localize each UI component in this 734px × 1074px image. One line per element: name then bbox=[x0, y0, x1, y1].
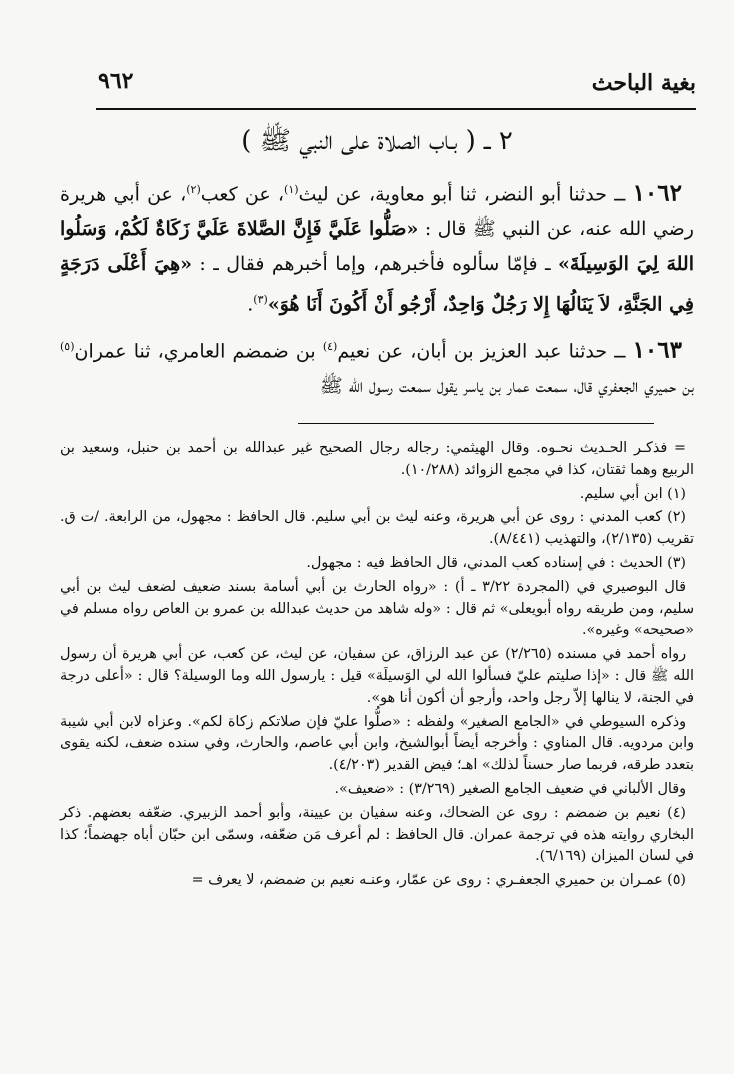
hadith-1062 bbox=[60, 172, 694, 323]
footnote-3-ahmad: رواه أحمد في مسنده (٢/٢٦٥) عن عبد الرزاق، عن سفيان، عن ليث، عن كعب، عن أبي هريرة أن رسول الله ﷺ قال : «إذا صليتم عليّ فسألوا الله لي الوَسيلَة» قيل : يارسول الله وما الوسيلة؟ قال : «أعلى درجة في الجنة، لا ينالها إلاّ رجل واحد، وأرجو أن أكون أنا هو». bbox=[60, 646, 694, 706]
footnote-3-busiri: قال البوصيري في (المجردة ٣/٢٢ ـ أ) : «رواه الحارث بن أبي أسامة بسند ضعيف لضعف ليث بن أبي سليم، ومن طريقه رواه أبويعلى» ثم قال : «وله شاهد من حديث عبدالله بن عمرو بن العاص رواه مسلم في «صحيحه» وغيره». bbox=[60, 578, 694, 639]
footnote-rule bbox=[298, 423, 654, 424]
hadith-quote: «صَلُّوا عَلَيَّ فَإِنَّ الصَّلاةَ عَلَيَّ زَكَاةٌ لَكُمْ، وَسَلُوا اللهَ لِيَ الوَسِيلَةَ» bbox=[60, 218, 694, 276]
footnote-1: (١) ابن أبي سليم. bbox=[579, 485, 686, 502]
isnad-text: ــ حدثنا أبو النضر، ثنا أبو معاوية، عن ليث bbox=[298, 183, 633, 206]
footnote-5: (٥) عمـران بن حميري الجعفـري : روى عن عمّار، وعنـه نعيم بن ضمضم، لا يعرف = bbox=[191, 872, 686, 889]
period: . bbox=[247, 293, 254, 316]
isnad-text: ــ حدثنا عبد العزيز بن أبان، عن نعيم bbox=[337, 339, 633, 362]
hadith-number: ١٠٦٢ bbox=[632, 179, 682, 207]
footnote-3: (٣) الحديث : في إسناده كعب المدني، قال الحافظ فيه : مجهول. bbox=[306, 554, 686, 571]
footnote-3-suyuti: وذكره السيوطي في «الجامع الصغير» ولفظه : «صلُّوا عليّ فإن صلاتكم زكاة لكم». وعزاه لابن أبي شيبة وابن مردويه. قال المناوي : وأخرجه أيضاً أبوالشيخ، وابن أبي عاصم، والحارث، وفي سنده ضعف، لكنه يقوى بتعدد طرقه، فربما صار حسناً لذلك» اهـ؛ فيض القدير (٤/٢٠٣). bbox=[60, 713, 694, 774]
narration-text: ـ فإمّا سألوه فأخبرهم، وإما أخبرهم فقال ـ : bbox=[192, 253, 558, 276]
footnote-marker: (٢) bbox=[186, 183, 201, 196]
main-text bbox=[60, 172, 694, 410]
footnotes bbox=[60, 438, 694, 894]
page-number: ٩٦٢ bbox=[98, 68, 134, 94]
footnote-continuation: = فذكـر الحـديث نحـوه. وقال الهيثمي: رجاله رجال الصحيح غير عبدالله بن أحمد بن حنبل، وسعيد بن الربيع وهما ثقتان، كذا في مجمع الزوائد (١٠/٢٨٨). bbox=[60, 440, 694, 478]
footnote-marker: (٤) bbox=[322, 339, 338, 353]
footnote-2: (٢) كعب المدني : روى عن أبي هريرة، وعنه ليث بن أبي سليم. قال الحافظ : مجهول، من الرابعة. /ت ق. تقريب (٢/١٣٥)، والتهذيب (٨/٤٤١). bbox=[60, 509, 694, 548]
hadith-quote: «هِيَ أَعْلَى دَرَجَةٍ فِي الجَنَّةِ، لاَ يَنَالُهَا إِلا رَجُلٌ وَاحِدٌ، أَرْجُو أَنْ أَكُونَ أَنَا هُوَ» bbox=[60, 253, 694, 316]
isnad-text: ، عن أبي هريرة رضي الله عنه، عن النبي ﷺ قال : bbox=[60, 183, 694, 241]
isnad-text: بن حميري الجعفري قال، سمعت عمار بن ياسر يقول سمعت رسول الله ﷺ bbox=[319, 374, 694, 397]
hadith-number: ١٠٦٣ bbox=[632, 335, 682, 363]
chapter-heading: ٢ ــ ( بـاب الصلاة على النبي ﷺ ) bbox=[241, 126, 513, 156]
header-rule bbox=[96, 108, 696, 110]
running-header-title: بغية الباحث bbox=[591, 70, 696, 96]
footnote-4: (٤) نعيم بن ضمضم : روى عن الضحاك، وعنه سفيان بن عيينة، وأبو أحمد الزبيري. ضعّفه بعضهم. ذكر البخاري روايته هذه في ترجمة عمران. قال الحافظ : لم أعرف مَن ضعّفه، وسمّى ابن حبّان أباه جهضماً؛ كذا في لسان الميزان (٦/١٦٩). bbox=[60, 804, 694, 865]
footnote-marker: (١) bbox=[284, 183, 299, 196]
isnad-text: ، عن كعب bbox=[200, 183, 285, 206]
footnote-3-albani: وقال الألباني في ضعيف الجامع الصغير (٣/٢٦٩) : «ضعيف». bbox=[334, 780, 686, 797]
hadith-1063 bbox=[60, 329, 694, 404]
footnote-marker: (٥) bbox=[60, 339, 75, 353]
footnote-marker: (٣) bbox=[253, 293, 268, 307]
isnad-text: بن ضمضم العامري، ثنا عمران bbox=[74, 339, 323, 362]
